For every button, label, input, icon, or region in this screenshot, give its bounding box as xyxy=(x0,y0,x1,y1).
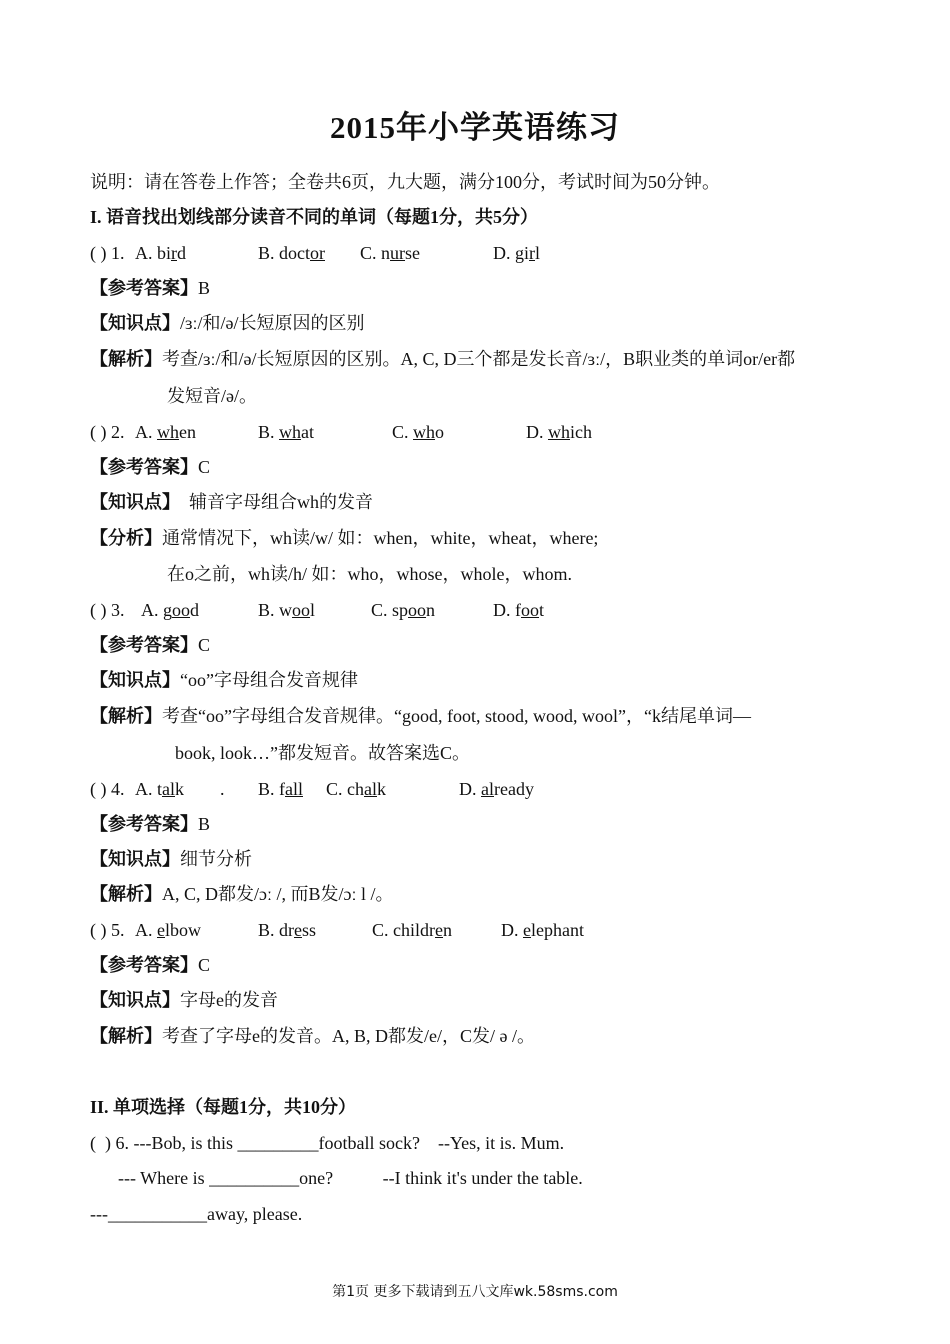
option-d: D. elephant xyxy=(501,920,584,940)
analysis-line-cont: 发短音/ə/。 xyxy=(167,386,257,406)
option-c: C. who xyxy=(392,422,445,442)
option-d: D. foot xyxy=(493,600,545,620)
option-b: B. wool xyxy=(258,600,316,620)
question-6-line-1: ( ) 6. ---Bob, is this _________football sock? --Yes, it is. Mum. xyxy=(90,1133,565,1153)
instructions: 说明：请在答卷上作答；全卷共6页，九大题，满分100分，考试时间为50分钟。 xyxy=(90,172,720,192)
answer-line: 【参考答案】C xyxy=(90,955,211,975)
option-c: C. children xyxy=(372,920,452,940)
option-a: A. talk . xyxy=(135,779,225,799)
option-d: D. already xyxy=(459,779,534,799)
option-d: D. girl xyxy=(493,243,541,263)
answer-line: 【参考答案】C xyxy=(90,635,211,655)
option-a: A. bird xyxy=(135,243,186,263)
question-number: ( ) 1. xyxy=(90,243,125,263)
option-c: C. spoon xyxy=(371,600,436,620)
option-c: C. chalk xyxy=(326,779,386,799)
question-6-line-2: --- Where is __________one? --I think it's under the table. xyxy=(118,1168,583,1188)
answer-line: 【参考答案】C xyxy=(90,457,211,477)
option-a: A. when xyxy=(135,422,196,442)
analysis-line: 【分析】通常情况下，wh读/w/ 如：when，white，wheat，where; xyxy=(90,528,599,548)
question-number: ( ) 3. xyxy=(90,600,125,620)
option-b: B. doctor xyxy=(258,243,325,263)
option-d: D. which xyxy=(526,422,592,442)
option-b: B. what xyxy=(258,422,315,442)
analysis-line: 【解析】A, C, D都发/ɔː /, 而B发/ɔː l /。 xyxy=(90,884,394,904)
answer-line: 【参考答案】B xyxy=(90,278,211,298)
page-footer: 第1页 更多下载请到五八文库wk.58sms.com xyxy=(332,1284,618,1300)
answer-line: 【参考答案】B xyxy=(90,814,211,834)
option-b: B. fall xyxy=(258,779,303,799)
analysis-line: 【解析】考查/ɜː/和/ə/长短原因的区别。A, C, D三个都是发长音/ɜː/，B职业类的单词or/er都 xyxy=(90,349,796,369)
section-2-heading: II. 单项选择（每题1分，共10分） xyxy=(90,1097,357,1117)
option-a: A. good xyxy=(141,600,199,620)
question-number: ( ) 2. xyxy=(90,422,125,442)
knowledge-line: 【知识点】 辅音字母组合wh的发音 xyxy=(90,492,373,512)
knowledge-line: 【知识点】/ɜː/和/ə/长短原因的区别 xyxy=(90,313,365,333)
section-1-heading: I. 语音找出划线部分读音不同的单词（每题1分，共5分） xyxy=(90,207,539,227)
knowledge-line: 【知识点】字母e的发音 xyxy=(90,990,278,1010)
option-b: B. dress xyxy=(258,920,317,940)
option-a: A. elbow xyxy=(135,920,201,940)
analysis-line: 【解析】考查了字母e的发音。A, B, D都发/e/，C发/ ə /。 xyxy=(90,1026,535,1046)
option-c: C. nurse xyxy=(360,243,421,263)
analysis-line-cont: 在o之前，wh读/h/ 如：who，whose，whole，whom. xyxy=(167,564,572,584)
analysis-line-cont: book, look…”都发短音。故答案选C。 xyxy=(175,743,470,763)
question-6-line-3: ---___________away, please. xyxy=(90,1204,303,1224)
analysis-line: 【解析】考查“oo”字母组合发音规律。“good, foot, stood, wood, wool”，“k结尾单词— xyxy=(90,706,751,726)
question-number: ( ) 5. xyxy=(90,920,125,940)
knowledge-line: 【知识点】细节分析 xyxy=(90,849,252,869)
knowledge-line: 【知识点】“oo”字母组合发音规律 xyxy=(90,670,358,690)
page-title: 2015年小学英语练习 xyxy=(330,110,620,145)
question-number: ( ) 4. xyxy=(90,779,125,799)
